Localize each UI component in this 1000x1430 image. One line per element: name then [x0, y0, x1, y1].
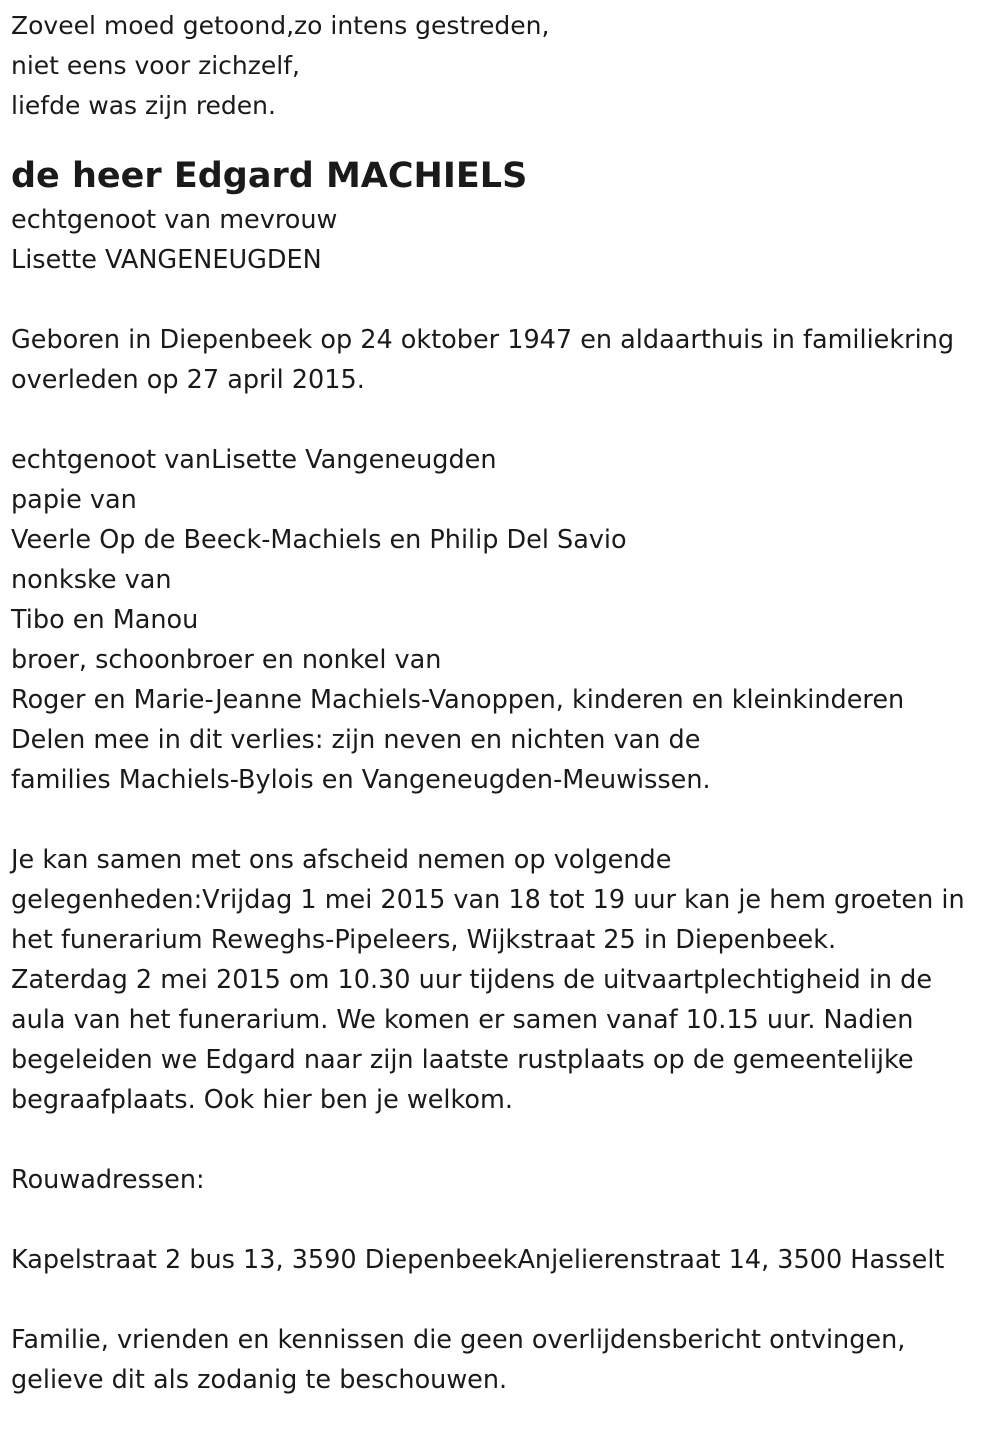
- farewell-line: aula van het funerarium. We komen er samen vanaf 10.15 uur. Nadien: [11, 1005, 914, 1035]
- addresses-label: Rouwadressen:: [11, 1165, 205, 1195]
- deceased-name: de heer Edgard MACHIELS: [11, 156, 528, 196]
- spacer: [11, 1280, 996, 1320]
- addresses-line: Kapelstraat 2 bus 13, 3590 DiepenbeekAnjelierenstraat 14, 3500 Hasselt: [11, 1245, 945, 1275]
- farewell-block: [11, 840, 996, 1120]
- closing-block: [11, 1320, 996, 1400]
- relation-line: Veerle Op de Beeck-Machiels en Philip Del Savio: [11, 525, 627, 555]
- spacer: [11, 800, 996, 840]
- spacer: [11, 1200, 996, 1240]
- birth-death-line: overleden op 27 april 2015.: [11, 365, 365, 395]
- farewell-line: het funerarium Reweghs-Pipeleers, Wijkstraat 25 in Diepenbeek.: [11, 925, 837, 955]
- spacer: [11, 280, 996, 320]
- obituary-document: [11, 6, 996, 1400]
- spouse-block: [11, 200, 996, 280]
- relation-line: nonkske van: [11, 565, 172, 595]
- relation-line: Delen mee in dit verlies: zijn neven en nichten van de: [11, 725, 701, 755]
- birth-death-block: [11, 320, 996, 400]
- poem-line: Zoveel moed getoond,zo intens gestreden,: [11, 11, 550, 40]
- relation-line: families Machiels-Bylois en Vangeneugden-Meuwissen.: [11, 765, 711, 795]
- farewell-line: gelegenheden:Vrijdag 1 mei 2015 van 18 tot 19 uur kan je hem groeten in: [11, 885, 965, 915]
- poem-line: liefde was zijn reden.: [11, 91, 276, 120]
- relation-line: echtgenoot vanLisette Vangeneugden: [11, 445, 497, 475]
- closing-line: Familie, vrienden en kennissen die geen overlijdensbericht ontvingen,: [11, 1325, 906, 1355]
- relation-line: broer, schoonbroer en nonkel van: [11, 645, 442, 675]
- spouse-line: echtgenoot van mevrouw: [11, 205, 338, 235]
- spacer: [11, 400, 996, 440]
- closing-line: gelieve dit als zodanig te beschouwen.: [11, 1365, 508, 1395]
- farewell-line: begeleiden we Edgard naar zijn laatste rustplaats op de gemeentelijke: [11, 1045, 914, 1075]
- farewell-line: Zaterdag 2 mei 2015 om 10.30 uur tijdens de uitvaartplechtigheid in de: [11, 965, 933, 995]
- poem: [11, 6, 996, 126]
- poem-line: niet eens voor zichzelf,: [11, 51, 300, 80]
- spacer: [11, 1120, 996, 1160]
- relation-line: Tibo en Manou: [11, 605, 199, 635]
- birth-death-line: Geboren in Diepenbeek op 24 oktober 1947 en aldaarthuis in familiekring: [11, 325, 955, 355]
- farewell-line: Je kan samen met ons afscheid nemen op volgende: [11, 845, 672, 875]
- relation-line: Roger en Marie-Jeanne Machiels-Vanoppen, kinderen en kleinkinderen: [11, 685, 905, 715]
- farewell-line: begraafplaats. Ook hier ben je welkom.: [11, 1085, 513, 1115]
- relations-block: [11, 440, 996, 800]
- spouse-line: Lisette VANGENEUGDEN: [11, 245, 322, 275]
- relation-line: papie van: [11, 485, 137, 515]
